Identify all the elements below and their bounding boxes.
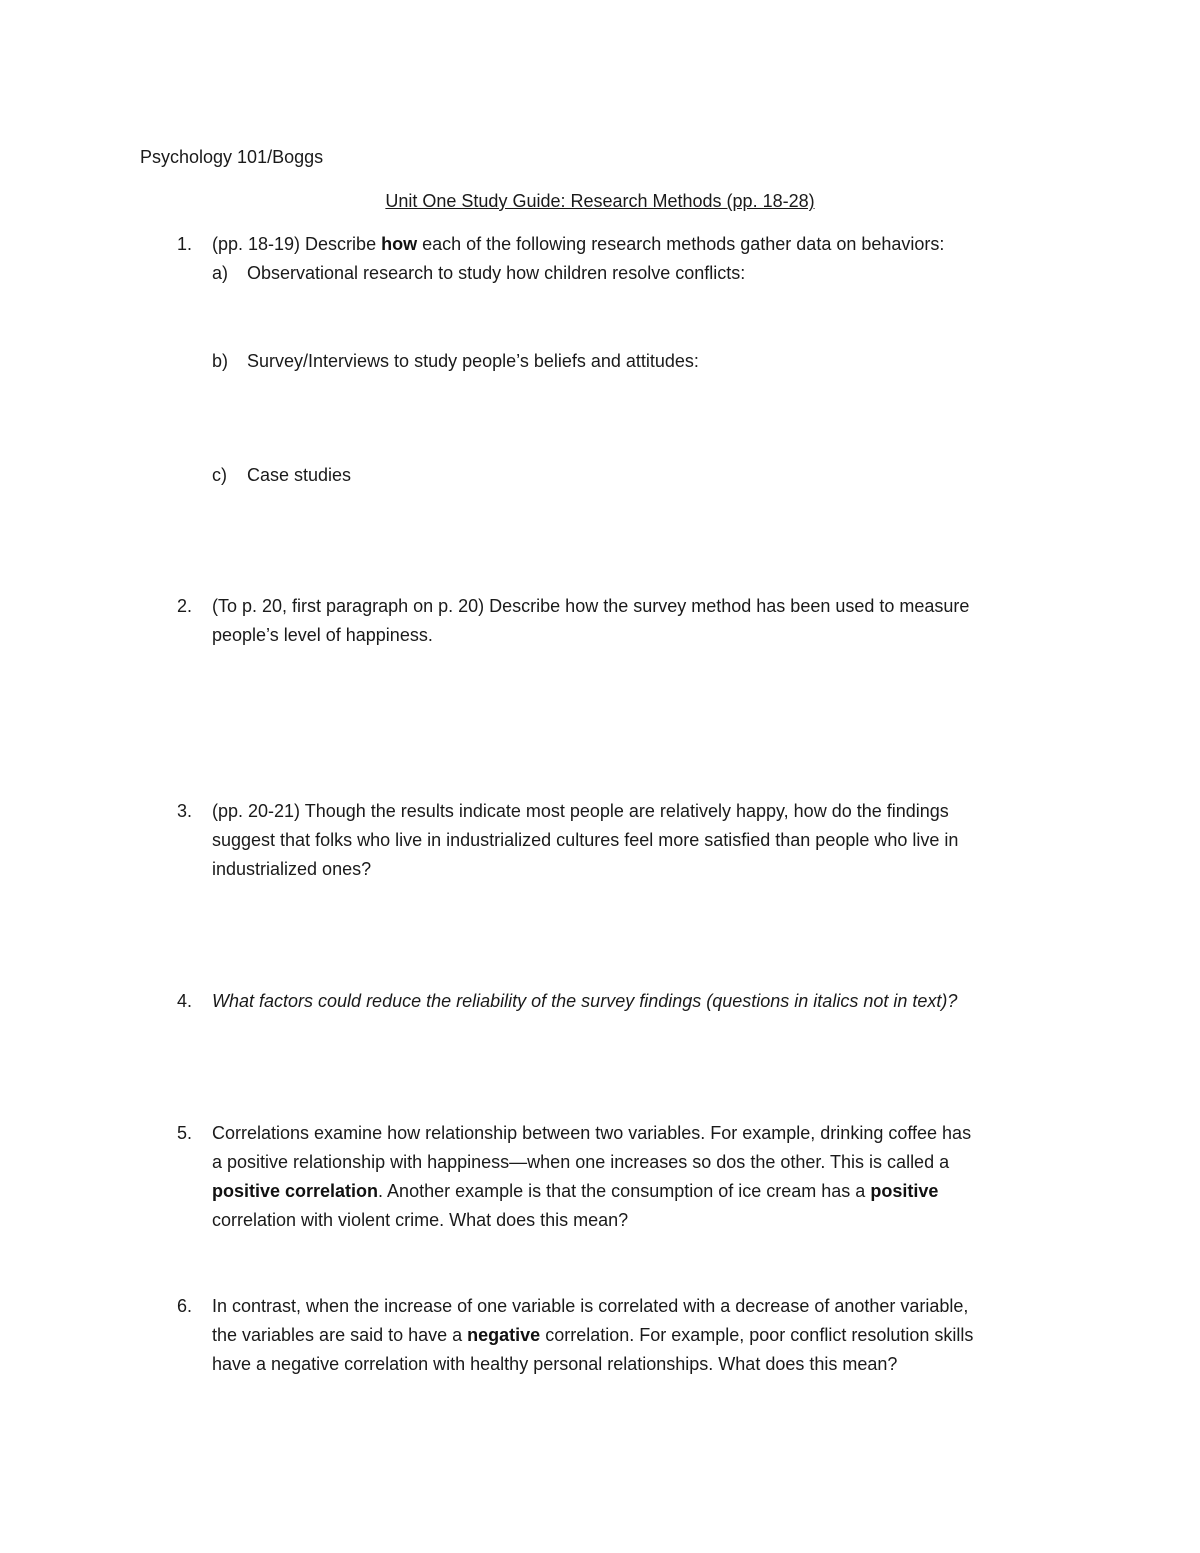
question-number: 1. xyxy=(176,234,192,254)
question-text-line xyxy=(212,1321,973,1350)
question-text-line: In contrast, when the increase of one variable is correlated with a decrease of another variable, xyxy=(212,1296,969,1316)
question-text-line: correlation with violent crime. What does this mean? xyxy=(212,1210,629,1230)
question-text-line: a positive relationship with happiness—when one increases so dos the other. This is called a xyxy=(212,1152,950,1172)
question-number: 5. xyxy=(176,1123,192,1143)
question-number: 6. xyxy=(176,1296,192,1316)
emphasis-text: negative xyxy=(467,1325,541,1345)
text-segment: (pp. 18-19) Describe xyxy=(212,234,382,254)
emphasis-text: positive xyxy=(870,1181,939,1201)
subitem-label: a) xyxy=(212,263,229,283)
subitem-text: Observational research to study how children resolve conflicts: xyxy=(247,263,746,283)
italic-text: What factors could reduce the reliability of the survey findings (questions in italics not in text)? xyxy=(212,991,958,1011)
question-text-line: (pp. 20-21) Though the results indicate most people are relatively happy, how do the findings xyxy=(212,801,949,821)
emphasis-text: how xyxy=(381,234,418,254)
question-number: 4. xyxy=(176,991,192,1011)
subitem-label: c) xyxy=(212,465,227,485)
text-segment: . Another example is that the consumption of ice cream has a xyxy=(378,1181,871,1201)
question-text-line: people’s level of happiness. xyxy=(212,625,433,645)
question-text-line: suggest that folks who live in industrialized cultures feel more satisfied than people who live in xyxy=(212,830,959,850)
question-text-line xyxy=(212,1177,938,1206)
question-text-line: Correlations examine how relationship between two variables. For example, drinking coffee has xyxy=(212,1123,972,1143)
subitem-label: b) xyxy=(212,351,229,371)
emphasis-text: positive correlation xyxy=(212,1181,379,1201)
question-text-line: (To p. 20, first paragraph on p. 20) Describe how the survey method has been used to measure xyxy=(212,596,970,616)
document-header: Psychology 101/Boggs xyxy=(140,147,324,167)
question-number: 3. xyxy=(176,801,192,821)
question-text-line: have a negative correlation with healthy personal relationships. What does this mean? xyxy=(212,1354,898,1374)
text-segment: each of the following research methods gather data on behaviors: xyxy=(417,234,945,254)
text-segment: correlation. For example, poor conflict resolution skills xyxy=(540,1325,974,1345)
text-segment: the variables are said to have a xyxy=(212,1325,468,1345)
question-text-line: industrialized ones? xyxy=(212,859,372,879)
subitem-text: Survey/Interviews to study people’s beliefs and attitudes: xyxy=(247,351,699,371)
page-title: Unit One Study Guide: Research Methods (pp. 18-28) xyxy=(385,191,815,211)
question-text xyxy=(212,230,944,259)
subitem-text: Case studies xyxy=(247,465,352,485)
question-number: 2. xyxy=(176,596,192,616)
question-text-line xyxy=(212,987,957,1016)
